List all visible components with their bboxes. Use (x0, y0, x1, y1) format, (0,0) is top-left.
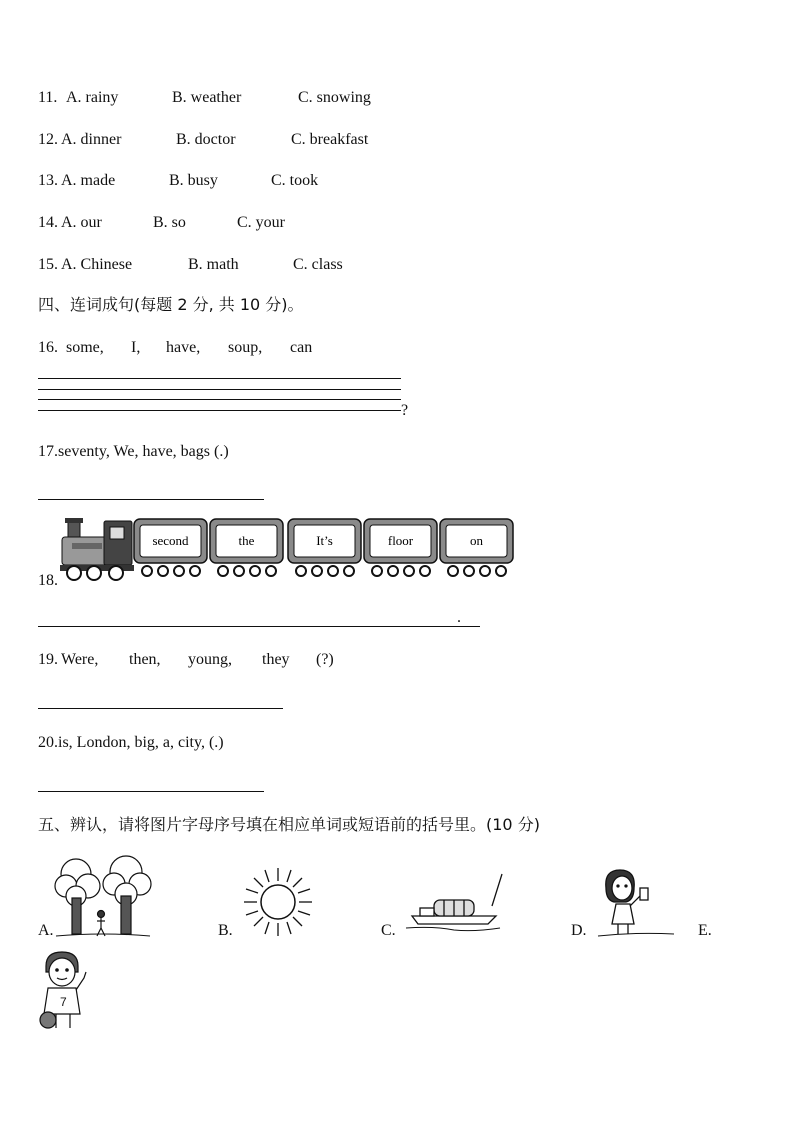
option-c: C. class (293, 256, 343, 273)
train-car (210, 519, 283, 576)
answer-line[interactable] (38, 708, 283, 709)
answer-line[interactable] (38, 626, 480, 627)
question-text: 20.is, London, big, a, city, (.) (38, 734, 224, 751)
word: young, (188, 651, 232, 668)
word: have, (166, 339, 201, 356)
trees-icon (54, 850, 152, 938)
train-word: floor (387, 533, 414, 548)
answer-line[interactable] (38, 389, 401, 390)
train-word: on (470, 533, 483, 548)
answer-line[interactable] (38, 399, 401, 400)
option-b: B. busy (169, 172, 218, 189)
boy-basketball-icon (36, 950, 92, 1030)
answer-line[interactable] (38, 499, 264, 500)
train-word: the (238, 533, 255, 548)
answer-line[interactable] (38, 791, 264, 792)
question-number: 18. (38, 572, 58, 589)
word: (?) (316, 651, 334, 668)
locomotive-icon (60, 518, 134, 580)
train-word: It’s (316, 533, 333, 548)
option-b: B. math (188, 256, 239, 273)
end-mark: ? (401, 402, 409, 419)
picture-label-c: C. (381, 922, 396, 939)
train-car (440, 519, 513, 576)
sun-icon (242, 866, 314, 938)
question-number: 13. (38, 172, 58, 189)
word: then, (129, 651, 161, 668)
train-car (364, 519, 437, 576)
jersey-number: 7 (60, 995, 67, 1009)
option-c: C. breakfast (291, 131, 369, 148)
word: I, (131, 339, 141, 356)
girl-drinking-icon (596, 866, 676, 938)
option-b: B. doctor (176, 131, 236, 148)
option-b: B. weather (172, 89, 242, 106)
end-mark: . (457, 609, 461, 626)
option-b: B. so (153, 214, 186, 231)
word: soup, (228, 339, 263, 356)
question-text: 17.seventy, We, have, bags (.) (38, 443, 229, 460)
train-car (288, 519, 361, 576)
boat-icon (404, 872, 504, 934)
train-car (134, 519, 207, 576)
option-c: C. your (237, 214, 285, 231)
question-number: 12. (38, 131, 58, 148)
picture-label-d: D. (571, 922, 587, 939)
train-word: second (152, 533, 189, 548)
section-5-title: 五、辨认，请将图片字母序号填在相应单词或短语前的括号里。(10 分) (38, 815, 540, 834)
question-number: 11. (38, 89, 58, 106)
question-number: 16. (38, 339, 58, 356)
option-a: A. rainy (66, 89, 119, 106)
option-a: A. our (61, 214, 102, 231)
option-a: A. made (61, 172, 116, 189)
question-number: 19. (38, 651, 58, 668)
answer-line[interactable] (38, 378, 401, 379)
answer-line[interactable] (38, 410, 401, 411)
option-a: A. dinner (61, 131, 122, 148)
picture-label-a: A. (38, 922, 54, 939)
option-c: C. snowing (298, 89, 371, 106)
question-number: 14. (38, 214, 58, 231)
option-c: C. took (271, 172, 319, 189)
section-4-title: 四、连词成句(每题 2 分, 共 10 分)。 (38, 295, 304, 314)
word: some, (66, 339, 104, 356)
picture-label-b: B. (218, 922, 233, 939)
question-number: 15. (38, 256, 58, 273)
picture-label-e: E. (698, 922, 712, 939)
word: Were, (61, 651, 99, 668)
word: they (262, 651, 290, 668)
train-illustration (58, 515, 520, 583)
option-a: A. Chinese (61, 256, 133, 273)
word: can (290, 339, 313, 356)
